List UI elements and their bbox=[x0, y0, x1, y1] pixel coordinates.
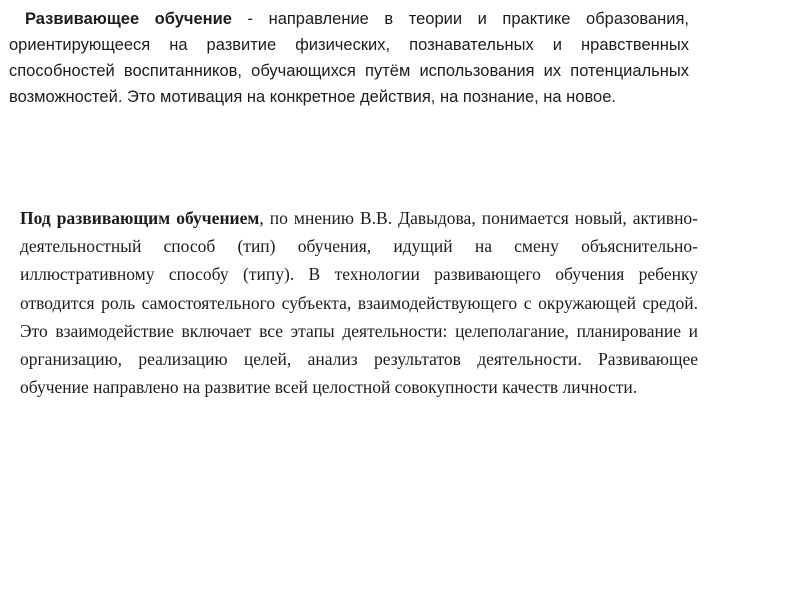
definition-paragraph bbox=[9, 6, 689, 110]
definition-term: Развивающее обучение bbox=[25, 10, 232, 28]
davydov-text: , по мнению В.В. Давыдова, понимается новый, активно-деятельностный способ (тип) обучения, идущий на смену объяснительно-иллюстративному способу (типу). В технологии развивающего обучения ребенку отводится роль самостоятельного субъекта, взаимодействующего с окружающей средой. Это взаимодействие включает все этапы деятельности: целеполагание, планирование и организацию, реализацию целей, анализ результатов деятельности. Развивающее обучение направлено на развитие всей целостной совокупности качеств личности. bbox=[20, 208, 699, 398]
davydov-paragraph bbox=[20, 204, 698, 401]
definition-text: - направление в теории и практике образования, ориентирующееся на развитие физических, познавательных и нравственных способностей воспитанников, обучающихся путём использования их потенциальных возможностей. Это мотивация на конкретное действия, на познание, на новое. bbox=[9, 10, 689, 106]
davydov-term: Под развивающим обучением bbox=[20, 208, 260, 228]
